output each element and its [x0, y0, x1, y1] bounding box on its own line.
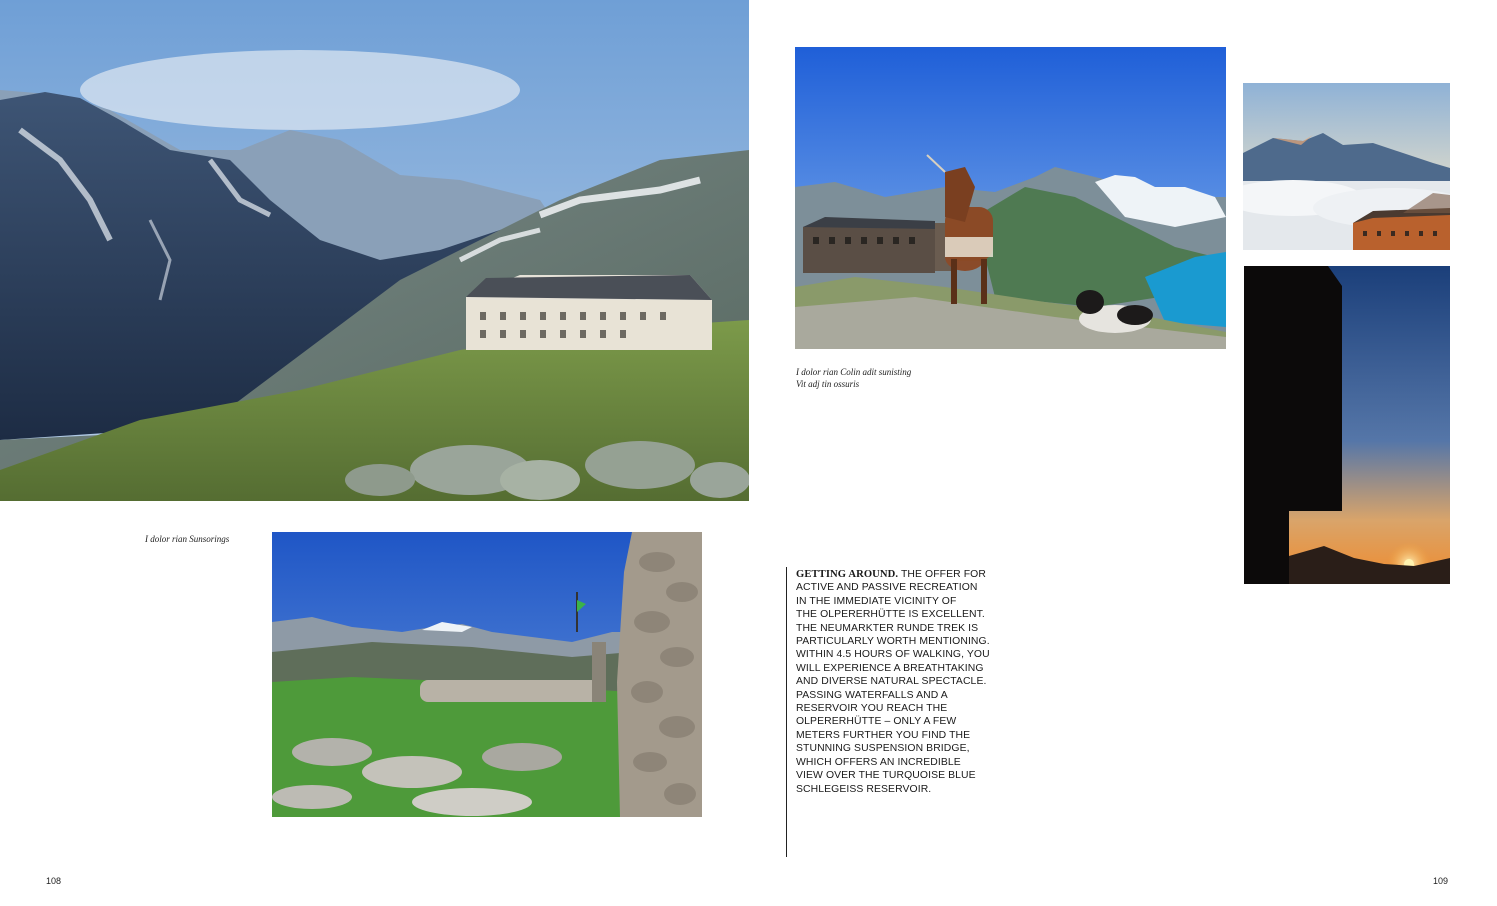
- article-line: AND DIVERSE NATURAL SPECTACLE.: [796, 676, 987, 688]
- article-line: PASSING WATERFALLS AND A: [796, 689, 948, 701]
- article-line: [796, 568, 1006, 581]
- article-line: WILL EXPERIENCE A BREATHTAKING: [796, 662, 984, 674]
- article-line: OLPERERHÜTTE – ONLY A FEW: [796, 716, 957, 728]
- mountain-hut-photo: [0, 0, 749, 501]
- caption-hut: I dolor rian Sunsorings: [145, 534, 230, 544]
- article-line: RESERVOIR YOU REACH THE: [796, 703, 948, 715]
- goat-reservoir-photo: [795, 47, 1226, 349]
- article-line: THE OLPERERHÜTTE IS EXCELLENT.: [796, 609, 985, 621]
- article-line-text: THE OFFER FOR: [900, 569, 986, 580]
- article-line: THE NEUMARKTER RUNDE TREK IS: [796, 622, 979, 634]
- article-line: WITHIN 4.5 HOURS OF WALKING, YOU: [796, 649, 990, 661]
- article-line: STUNNING SUSPENSION BRIDGE,: [796, 743, 970, 755]
- article-body: [796, 568, 1006, 796]
- article-line: ACTIVE AND PASSIVE RECREATION: [796, 582, 978, 594]
- stone-trail-photo: [272, 532, 702, 817]
- article-line: PARTICULARLY WORTH MENTIONING.: [796, 636, 990, 648]
- article-line: METERS FURTHER YOU FIND THE: [796, 729, 971, 741]
- sunrise-clouds-photo: [1243, 83, 1450, 250]
- caption-goat: [796, 366, 911, 390]
- caption-goat-line1: I dolor rian Colin adit sunisting: [796, 367, 912, 377]
- page-number-right: 109: [1433, 876, 1449, 886]
- article-lead: GETTING AROUND.: [796, 569, 899, 580]
- article-line: VIEW OVER THE TURQUOISE BLUE: [796, 770, 976, 782]
- article-line: WHICH OFFERS AN INCREDIBLE: [796, 756, 961, 768]
- article-line: IN THE IMMEDIATE VICINITY OF: [796, 595, 957, 607]
- sunset-silhouette-photo: [1244, 266, 1450, 584]
- page-number-left: 108: [46, 876, 62, 886]
- text-rule-divider: [786, 567, 787, 857]
- caption-goat-line2: Vit adj tin ossuris: [796, 379, 860, 389]
- article-line: SCHLEGEISS RESERVOIR.: [796, 783, 932, 795]
